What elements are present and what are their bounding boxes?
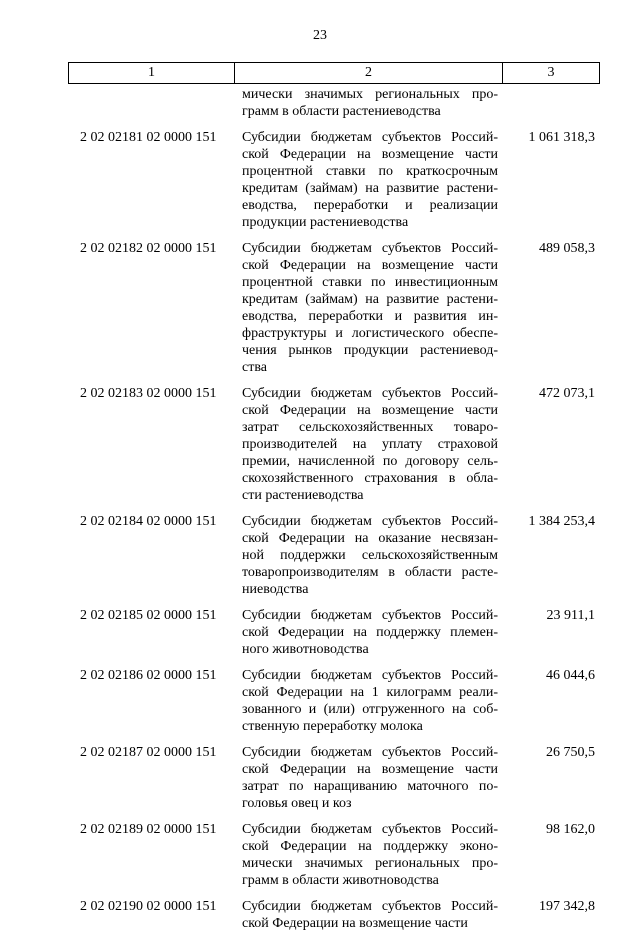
- table-row: [68, 607, 599, 658]
- row-description: [234, 86, 502, 120]
- row-code: 2 02 02181 02 0000 151: [80, 130, 217, 145]
- row-amount: 98 162,0: [546, 822, 595, 837]
- description-line: ской Федерации на возмещение части: [242, 258, 498, 273]
- description-line: Субсидии бюджетам субъектов Россий-: [242, 822, 498, 837]
- row-description: [234, 667, 502, 735]
- description-line: еводства, переработки и развития ин-: [242, 309, 498, 324]
- table-row: [68, 129, 599, 231]
- table-row: [68, 240, 599, 376]
- table-row: [68, 821, 599, 889]
- row-description: [234, 744, 502, 812]
- table-row: [68, 898, 599, 932]
- table-row: [68, 744, 599, 812]
- description-line: Субсидии бюджетам субъектов Россий-: [242, 514, 498, 529]
- description-line: ниеводства: [242, 582, 309, 597]
- row-code: 2 02 02183 02 0000 151: [80, 386, 217, 401]
- description-line: продукции растениеводства: [242, 215, 409, 230]
- table-row: [68, 385, 599, 504]
- description-line: головья овец и коз: [242, 796, 352, 811]
- description-line: ской Федерации на поддержку племен-: [242, 625, 498, 640]
- continuation-row: [68, 86, 599, 120]
- description-line: товаропроизводителям в области расте-: [242, 565, 498, 580]
- description-line: мически значимых региональных про-: [242, 856, 498, 871]
- description-line: кредитам (займам) на развитие растени-: [242, 181, 498, 196]
- page-number: 23: [313, 28, 327, 43]
- column-header-2: 2: [235, 63, 503, 84]
- table-row: [68, 667, 599, 735]
- description-line: чения рынков продукции растениевод-: [242, 343, 498, 358]
- description-line: затрат сельскохозяйственных товаро-: [242, 420, 498, 435]
- row-code: 2 02 02185 02 0000 151: [80, 608, 217, 623]
- row-amount: 197 342,8: [539, 899, 595, 914]
- row-code: 2 02 02189 02 0000 151: [80, 822, 217, 837]
- row-description: [234, 607, 502, 658]
- description-line: Субсидии бюджетам субъектов Россий-: [242, 745, 498, 760]
- description-line: Субсидии бюджетам субъектов Россий-: [242, 386, 498, 401]
- description-line: кредитам (займам) на развитие растени-: [242, 292, 498, 307]
- column-header-table: [68, 62, 600, 84]
- column-header-1: 1: [69, 63, 235, 84]
- row-description: [234, 898, 502, 932]
- description-line: ской Федерации на оказание несвязан-: [242, 531, 498, 546]
- description-line: еводства, переработки и реализации: [242, 198, 498, 213]
- row-amount: 489 058,3: [539, 241, 595, 256]
- description-line: ской Федерации на возмещение части: [242, 147, 498, 162]
- row-code: 2 02 02187 02 0000 151: [80, 745, 217, 760]
- description-line: ства: [242, 360, 267, 375]
- description-line: ной поддержки сельскохозяйственным: [242, 548, 498, 563]
- column-header-3: 3: [503, 63, 600, 84]
- budget-rows: [68, 86, 599, 941]
- description-line: мически значимых региональных про-: [242, 87, 498, 102]
- description-line: грамм в области растениеводства: [242, 104, 441, 119]
- row-amount: 26 750,5: [546, 745, 595, 760]
- row-amount: 472 073,1: [539, 386, 595, 401]
- description-line: зованного и (или) отгруженного на соб-: [242, 702, 498, 717]
- column-header-row: [69, 63, 600, 84]
- description-line: ской Федерации на возмещение части: [242, 762, 498, 777]
- description-line: Субсидии бюджетам субъектов Россий-: [242, 668, 498, 683]
- row-description: [234, 240, 502, 376]
- description-line: затрат по наращиванию маточного по-: [242, 779, 498, 794]
- row-description: [234, 385, 502, 504]
- description-line: ской Федерации на поддержку эконо-: [242, 839, 498, 854]
- row-description: [234, 821, 502, 889]
- description-line: Субсидии бюджетам субъектов Россий-: [242, 899, 498, 914]
- row-amount: 23 911,1: [546, 608, 595, 623]
- row-amount: 1 384 253,4: [528, 514, 595, 529]
- description-line: сти растениеводства: [242, 488, 364, 503]
- row-description: [234, 513, 502, 598]
- table-row: [68, 513, 599, 598]
- description-line: Субсидии бюджетам субъектов Россий-: [242, 241, 498, 256]
- description-line: процентной ставки по инвестиционным: [242, 275, 498, 290]
- description-line: Субсидии бюджетам субъектов Россий-: [242, 130, 498, 145]
- row-code: 2 02 02186 02 0000 151: [80, 668, 217, 683]
- row-code: 2 02 02184 02 0000 151: [80, 514, 217, 529]
- description-line: ного животноводства: [242, 642, 369, 657]
- description-line: процентной ставки по краткосрочным: [242, 164, 498, 179]
- description-line: грамм в области животноводства: [242, 873, 439, 888]
- description-line: Субсидии бюджетам субъектов Россий-: [242, 608, 498, 623]
- row-code: 2 02 02182 02 0000 151: [80, 241, 217, 256]
- row-amount: 46 044,6: [546, 668, 595, 683]
- description-line: скохозяйственного страхования в обла-: [242, 471, 498, 486]
- row-code: 2 02 02190 02 0000 151: [80, 899, 217, 914]
- row-amount: 1 061 318,3: [528, 130, 595, 145]
- description-line: премии, начисленной по договору сель-: [242, 454, 498, 469]
- description-line: производителей на уплату страховой: [242, 437, 498, 452]
- description-line: ственную переработку молока: [242, 719, 423, 734]
- row-description: [234, 129, 502, 231]
- description-line: ской Федерации на возмещение части: [242, 403, 498, 418]
- description-line: ской Федерации на 1 килограмм реали-: [242, 685, 498, 700]
- description-line: ской Федерации на возмещение части: [242, 916, 468, 931]
- description-line: фраструктуры и логистического обеспе-: [242, 326, 498, 341]
